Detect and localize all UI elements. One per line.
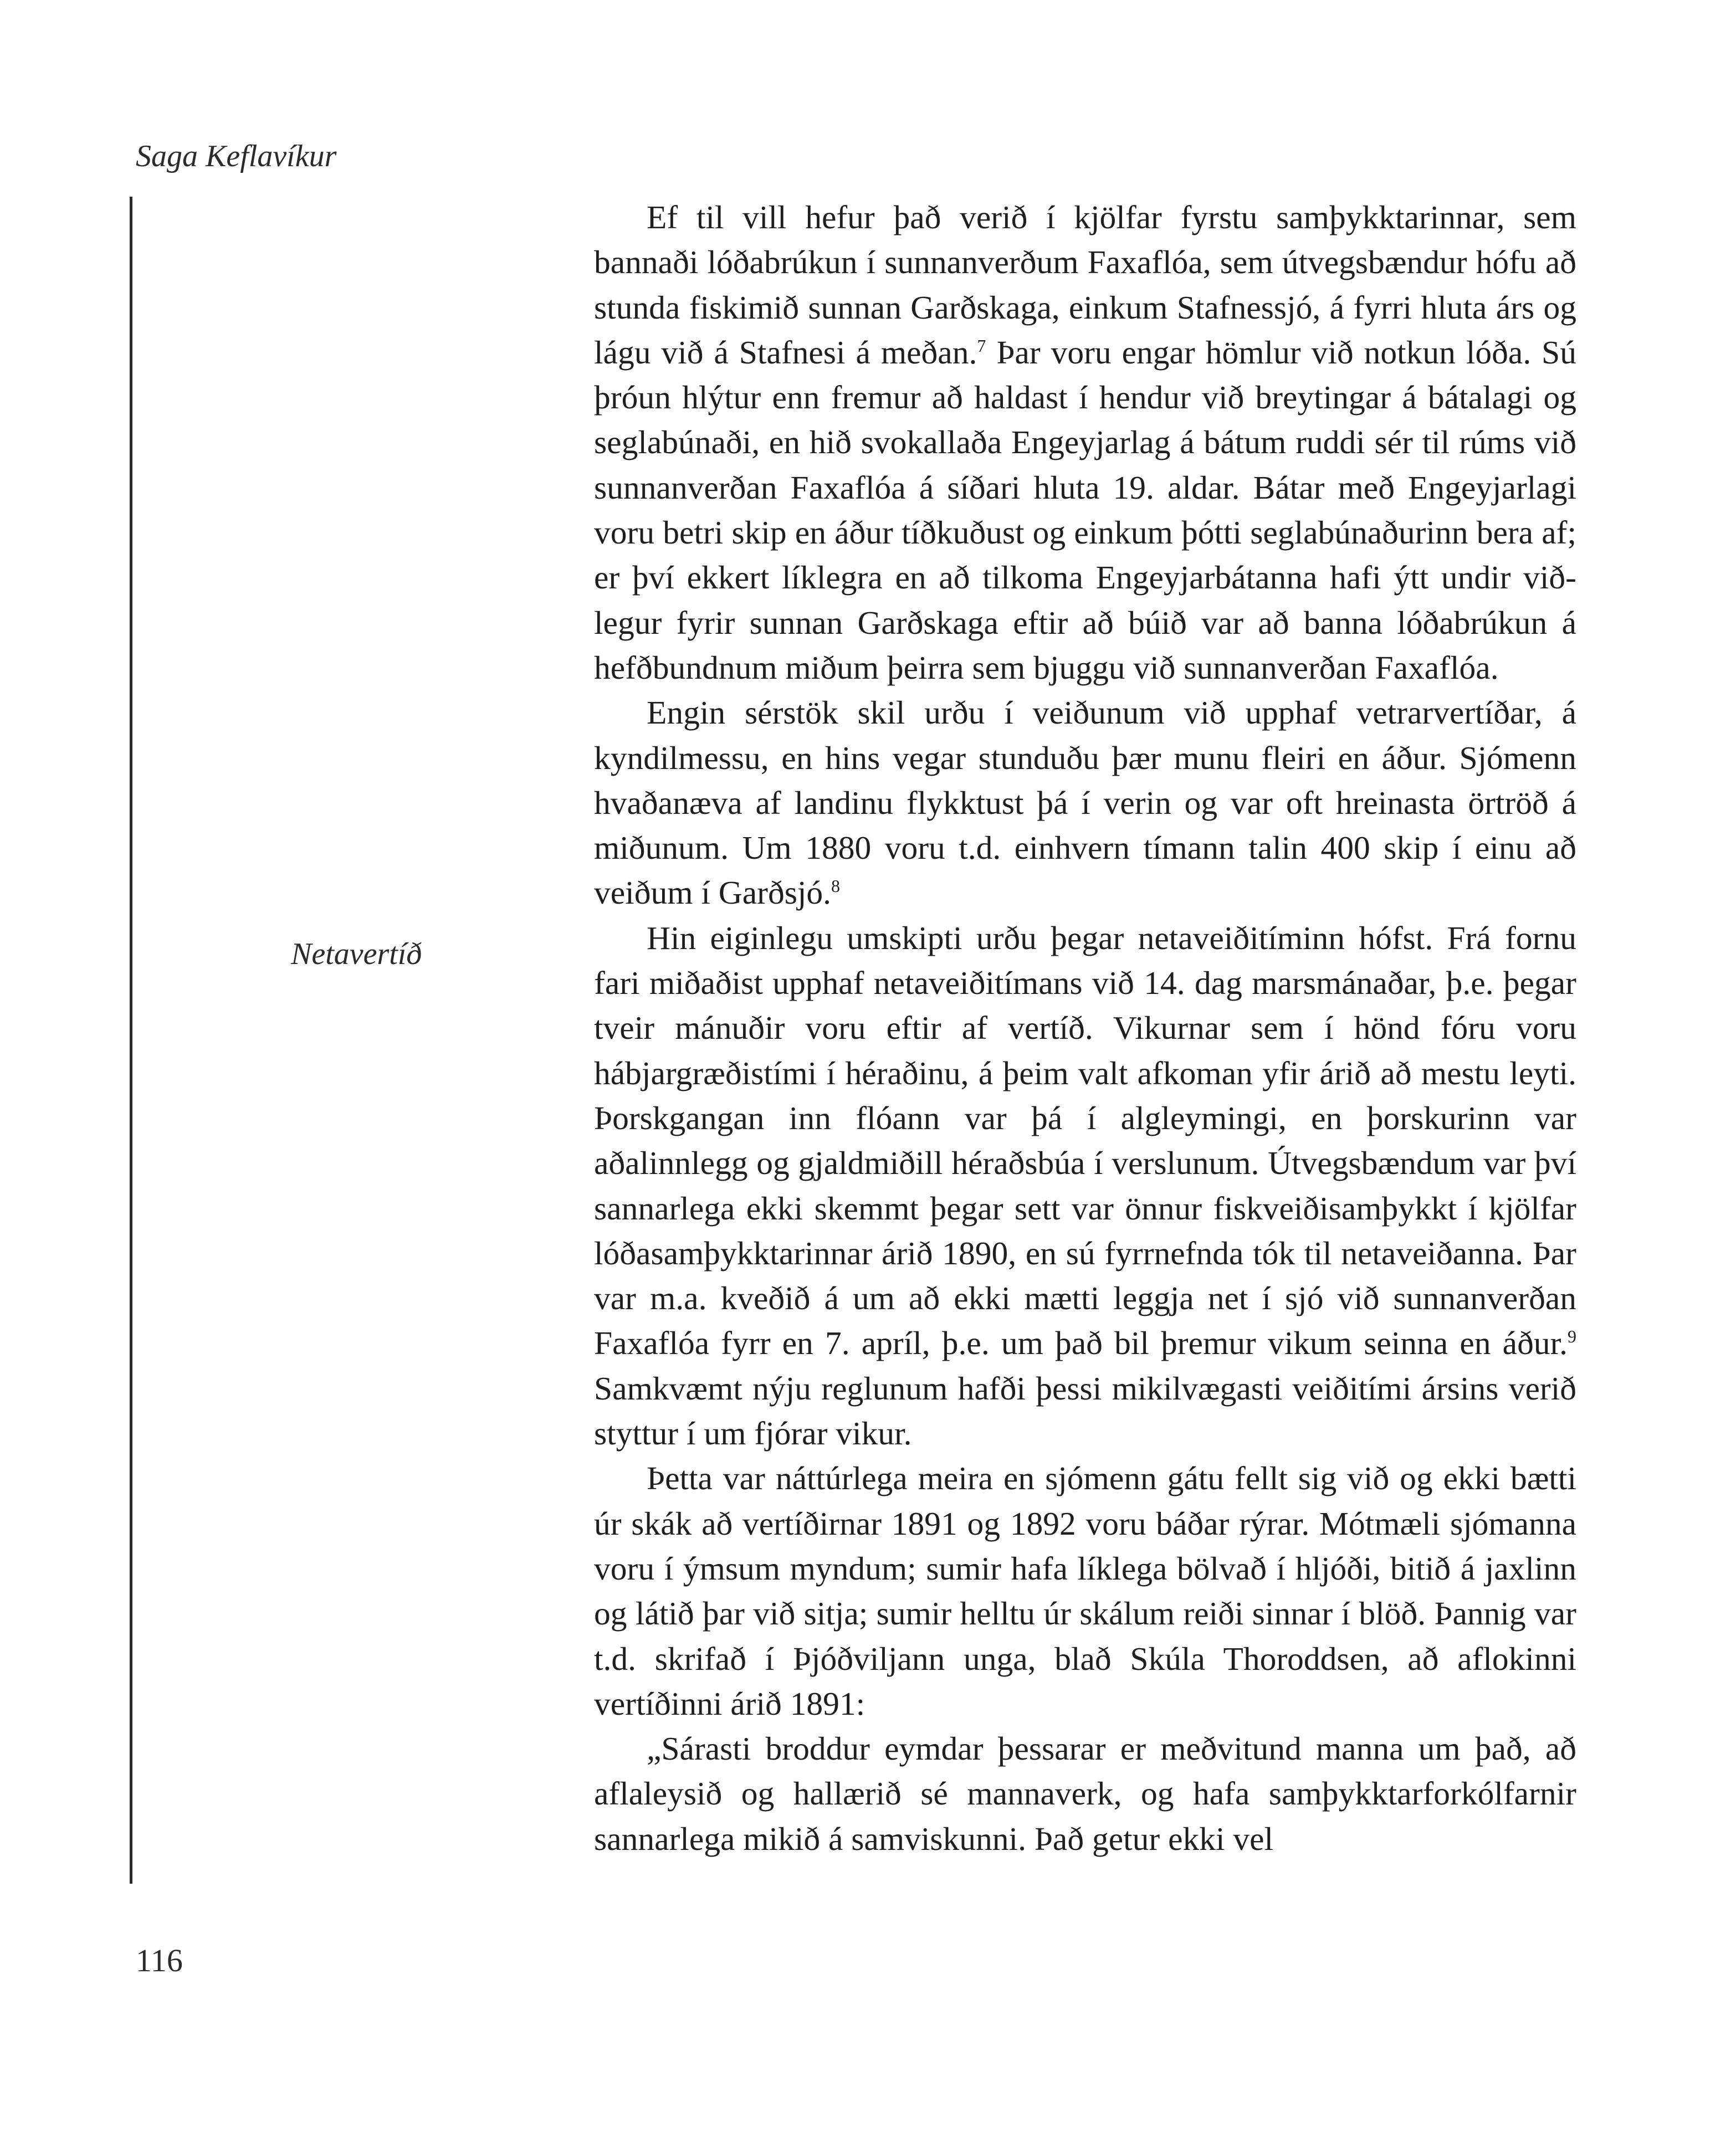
running-header: Saga Keflavíkur bbox=[136, 139, 337, 173]
paragraph-3-text: Hin eiginlegu umskipti urðu þegar netaveiðitíminn hófst. Frá fornu fari miðaðist upphaf netaveiðitímans við 14. dag marsmánaðar, þ.e. þegar tveir mánuðir voru eftir af vertíð. Vikurnar sem í hönd fóru voru hábjargræðistími í héraðinu, á þeim valt afkoman yfir árið að mestu leyti. Þorskgangan inn flóann var þá í algleymingi, en þorskurinn var aðalinnlegg og gjaldmiðill héraðsbúa í verslunum. Útvegsbændum var því sannarlega ekki skemmt þegar sett var önnur fiskveiðisamþykkt í kjölfar lóðasamþykktarinnar árið 1890, en sú fyrrnefnda tók til netaveiðanna. Þar var m.a. kveðið á um að ekki mætti leggja net í sjó við sunnanverðan Faxaflóa fyrr en 7. apríl, þ.e. um það bil þremur vikum seinna en áður. bbox=[594, 919, 1576, 1362]
quotation-text: „Sárasti broddur eymdar þessarar er meðvitund manna um það, að aflaleysið og hallærið sé mannaverk, og hafa samþykktarforkólfarnir sannarlega mikið á samviskunni. Það getur ekki vel bbox=[594, 1730, 1576, 1857]
margin-note: Netavertíð bbox=[291, 937, 422, 971]
paragraph-4-text: Þetta var náttúrlega meira en sjómenn gátu fellt sig við og ekki bætti úr skák að vertíðirnar 1891 og 1892 voru báðar rýrar. Mótmæli sjómanna voru í ýmsum myndum; sumir hafa líklega bölvað í hljóði, bitið á jaxlinn og látið þar við sitja; sumir helltu úr skálum reiði sinnar í blöð. Þannig var t.d. skrifað í Þjóðviljann unga, blað Skúla Thoroddsen, að aflokinni vertíðinni árið 1891: bbox=[594, 1460, 1576, 1722]
paragraph-3 bbox=[594, 916, 1576, 1457]
paragraph-3-continued: Samkvæmt nýju reglunum hafði þessi mikilvægasti veiðitími ársins verið styttur í um fjórar vikur. bbox=[594, 1370, 1576, 1452]
quotation bbox=[594, 1726, 1576, 1862]
footnote-ref-8: 8 bbox=[831, 876, 841, 896]
body-text bbox=[594, 195, 1576, 1862]
paragraph-1-continued: Þar voru engar hömlur við notkun lóða. Sú þróun hlýtur enn fremur að haldast í hendur við breytingar á bátalagi og seglabúnaði, en hið svokallaða Engeyjarlag á bátum ruddi sér til rúms við sunnanverðan Faxaflóa á síðari hluta 19. aldar. Bátar með Engeyjarlagi voru betri skip en áður tíðkuðust og einkum þótti seglabúnaðurinn bera af; er því ekkert líklegra en að tilkoma Engeyjarbátanna hafi ýtt undir viðlegur fyrir sunnan Garðskaga eftir að búið var að banna lóðabrúkun á hefðbundnum miðum þeirra sem bjuggu við sunnanverðan Faxaflóa. bbox=[594, 334, 1577, 686]
footnote-ref-7: 7 bbox=[977, 336, 986, 356]
footnote-ref-9: 9 bbox=[1568, 1326, 1576, 1347]
paragraph-1 bbox=[594, 195, 1576, 690]
margin-rule bbox=[130, 197, 132, 1884]
paragraph-1-text: Ef til vill hefur það verið í kjölfar fyrstu samþykktarinnar, sem bannaði lóðabrúkun í sunnanverðum Faxaflóa, sem útvegsbændur hófu að stunda fiskimið sunnan Garðskaga, einkum Stafnessjó, á fyrri hluta árs og lágu við á Stafnesi á meðan. bbox=[594, 199, 1576, 371]
paragraph-4 bbox=[594, 1456, 1576, 1726]
page-number: 116 bbox=[136, 1942, 183, 1978]
paragraph-2 bbox=[594, 690, 1576, 915]
paragraph-2-text: Engin sérstök skil urðu í veiðunum við upphaf vetrarvertíðar, á kyndilmessu, en hins vegar stunduðu þær munu fleiri en áður. Sjómenn hvaðanæva af landinu flykktust þá í verin og var oft hreinasta örtröð á miðunum. Um 1880 voru t.d. einhvern tímann talin 400 skip í einu að veiðum í Garðsjó. bbox=[594, 694, 1576, 911]
